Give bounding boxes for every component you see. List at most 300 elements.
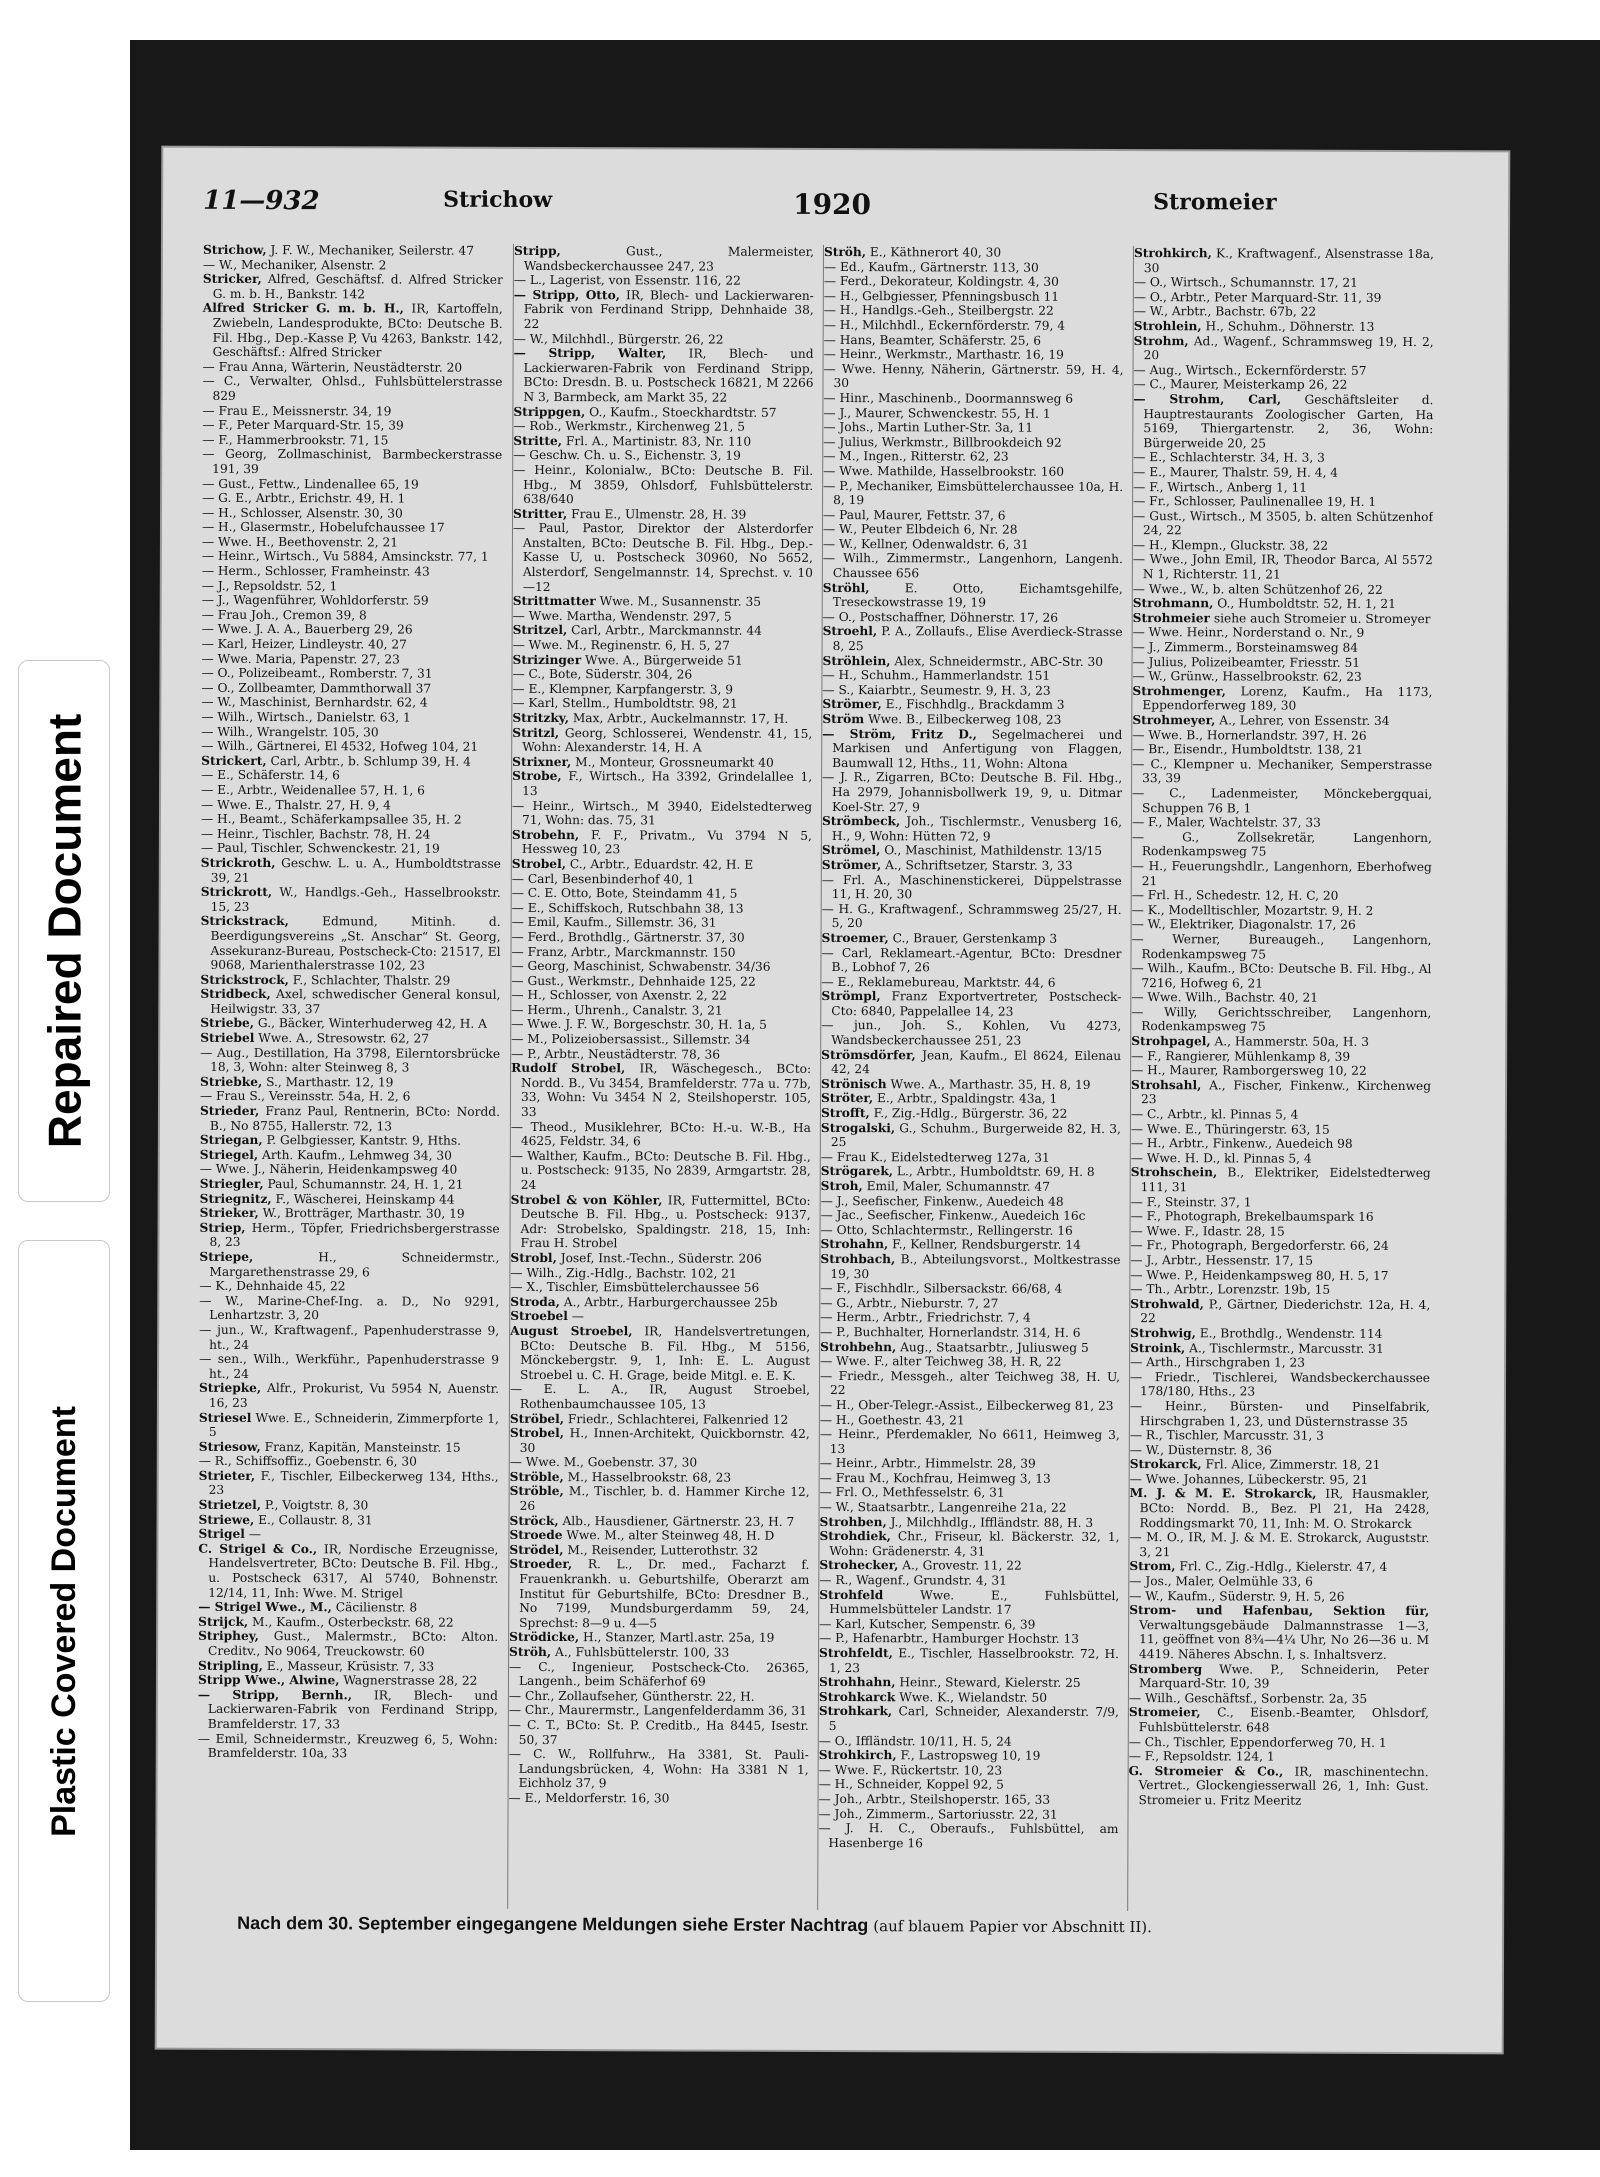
directory-entry	[200, 987, 500, 1017]
directory-entry	[1130, 1370, 1430, 1400]
directory-entry	[510, 1470, 810, 1486]
entry-details: — S., Kaiarbtr., Seumestr. 9, H. 3, 23	[822, 682, 1051, 698]
directory-entry	[513, 448, 813, 464]
entry-details: Cäcilienstr. 8	[331, 1600, 418, 1615]
entry-details: — Wwe. B., Hornerlandstr. 397, H. 26	[1132, 727, 1367, 743]
directory-entry	[820, 1369, 1120, 1399]
directory-entry	[821, 1048, 1121, 1078]
directory-entry	[819, 1690, 1119, 1706]
directory-entry	[819, 1675, 1119, 1691]
entry-details: — Theod., Musiklehrer, BCto: H.-u. W.-B., Ha 4625, Feldstr. 34, 6	[510, 1119, 811, 1149]
entry-details: — Wwe. Henny, Näherin, Gärtnerstr. 59, H. 4, 30	[823, 361, 1124, 391]
directory-entry	[1129, 1574, 1429, 1590]
directory-entry	[1132, 830, 1432, 860]
entry-details: — Frl. O., Methfesselstr. 6, 31	[819, 1485, 1005, 1501]
entry-details: — Paul, Tischler, Schwenckestr. 21, 19	[200, 841, 440, 856]
entry-details: — R., Wagenf., Grundstr. 4, 31	[819, 1572, 1007, 1588]
entry-name: Strigel	[198, 1527, 245, 1542]
directory-entry	[1131, 1049, 1431, 1065]
entry-name: Strohkirch,	[1133, 246, 1212, 261]
entry-details: — W., Kellner, Odenwaldstr. 6, 31	[822, 536, 1029, 552]
entry-name: Strohfeld	[819, 1587, 884, 1602]
directory-entry	[1133, 625, 1433, 641]
entry-name: Stroebel	[510, 1309, 568, 1324]
directory-entry	[1131, 990, 1431, 1006]
entry-name: C. Strigel & Co.,	[198, 1541, 318, 1557]
entry-details: B., Abteilungsvorst., Moltkestrasse 19, 30	[830, 1252, 1121, 1281]
entry-details: — Wwe. E., Thalstr. 27, H. 9, 4	[201, 797, 391, 813]
directory-entry	[821, 1106, 1121, 1122]
directory-columns	[197, 243, 1433, 1912]
entry-details: — Wilh., Wrangelstr. 105, 30	[201, 724, 379, 740]
entry-details: — Gust., Wirtsch., M 3505, b. alten Schützenhof 24, 22	[1133, 508, 1434, 538]
entry-details: — W., Elektriker, Diagonalstr. 17, 26	[1131, 917, 1356, 933]
directory-entry	[822, 712, 1122, 728]
entry-details: — Wwe. F., Idastr. 28, 15	[1130, 1223, 1285, 1239]
directory-entry	[1130, 1399, 1430, 1429]
entry-details: — Wwe. M., Goebenstr. 37, 30	[509, 1455, 698, 1470]
directory-entry	[1133, 553, 1433, 583]
directory-entry	[1134, 246, 1434, 276]
entry-name: Strohmeier	[1132, 610, 1211, 626]
entry-details: Frl. Alice, Zimmerstr. 18, 21	[1201, 1457, 1381, 1473]
entry-details: — Frau Anna, Wärterin, Neustädterstr. 20	[202, 359, 463, 375]
entry-details: — Friedr., Messgeh., alter Teichweg 38, H. U, 22	[820, 1368, 1121, 1398]
directory-entry	[511, 1003, 811, 1019]
directory-entry	[509, 1528, 809, 1544]
entry-details: — Georg, Zollmaschinist, Barmbeckerstrasse 191, 39	[202, 447, 503, 476]
directory-entry	[198, 1542, 498, 1601]
directory-entry	[1131, 1224, 1431, 1240]
directory-entry	[1129, 1603, 1429, 1662]
directory-entry	[200, 1133, 500, 1149]
directory-entry	[202, 535, 502, 551]
entry-details: Paul, Schumannstr. 24, H. 1, 21	[263, 1177, 464, 1192]
entry-name: Strohwig,	[1130, 1325, 1196, 1341]
directory-entry	[1130, 1443, 1430, 1459]
directory-entry	[201, 739, 501, 755]
entry-details: — Chr., Maurermstr., Langenfelderdamm 36, 31	[508, 1703, 807, 1719]
entry-name: — Stripp, Otto,	[513, 287, 620, 303]
directory-entry	[203, 360, 503, 376]
entry-name: Ströble,	[509, 1484, 564, 1499]
entry-details: — Ch., Tischler, Eppendorferweg 70, H. 1	[1128, 1734, 1387, 1750]
directory-entry	[822, 668, 1122, 684]
directory-entry	[201, 754, 501, 770]
directory-entry	[202, 637, 502, 653]
entry-details: — Chr., Zollaufseher, Güntherstr. 22, H.	[508, 1688, 755, 1704]
directory-entry	[198, 1600, 498, 1616]
entry-name: Stroh,	[820, 1178, 863, 1194]
entry-details: — Ed., Kaufm., Gärtnerstr. 113, 30	[823, 259, 1039, 275]
entry-details: — R., Schiffsoffiz., Goebenstr. 6, 30	[198, 1454, 417, 1469]
directory-entry	[509, 1630, 809, 1646]
entry-name: Strohlein,	[1133, 319, 1202, 334]
entry-name: — Strohm, Carl,	[1133, 391, 1282, 407]
entry-details: — H., Handlgs.-Geh., Steilbergstr. 22	[823, 303, 1054, 319]
entry-details: — F., Rangierer, Mühlenkamp 8, 39	[1131, 1048, 1351, 1064]
entry-name: Stroehl,	[822, 624, 878, 639]
directory-entry	[202, 491, 502, 507]
directory-entry	[513, 507, 813, 523]
entry-name: Ströble,	[509, 1469, 564, 1484]
directory-entry	[1132, 815, 1432, 831]
directory-entry	[1130, 1297, 1430, 1327]
entry-name: Stripp,	[513, 243, 561, 259]
directory-entry	[513, 653, 813, 669]
plastic-covered-document-label	[18, 1240, 110, 2002]
directory-entry	[1130, 1326, 1430, 1342]
entry-details: — Wwe. F., Rückertstr. 10, 23	[818, 1762, 1003, 1778]
entry-details: — Joh., Arbtr., Steilshoperstr. 165, 33	[818, 1791, 1051, 1807]
directory-entry	[1129, 1559, 1429, 1575]
entry-details: — Br., Eisendr., Humboldtstr. 138, 21	[1132, 742, 1364, 758]
directory-entry	[823, 435, 1123, 451]
entry-details: — sen., Wilh., Werkführ., Papenhuderstrasse 9 ht., 24	[199, 1351, 500, 1381]
entry-details: — F., Maler, Wachtelstr. 37, 33	[1131, 815, 1321, 830]
directory-entry	[820, 1456, 1120, 1472]
entry-details: — W., Düsternstr. 8, 36	[1129, 1442, 1272, 1458]
entry-details: — E., Meldorferstr. 16, 30	[508, 1790, 670, 1806]
entry-details: — O., Wirtsch., Schumannstr. 17, 21	[1133, 275, 1358, 291]
directory-entry	[510, 1426, 810, 1456]
entry-details: Emil, Maler, Schumannstr. 47	[862, 1179, 1051, 1194]
directory-entry	[201, 666, 501, 682]
entry-details: — Heinr., Wirtsch., M 3940, Eidelstedterweg 71, Wohn: das. 75, 31	[512, 798, 813, 828]
directory-entry	[511, 1061, 811, 1120]
directory-entry	[820, 1354, 1120, 1370]
entry-name: Strohahn,	[820, 1237, 889, 1252]
entry-details: Lorenz, Kaufm., Ha 1173, Eppendorferweg 189, 30	[1142, 684, 1433, 714]
entry-details: C., Arbtr., Eduardstr. 42, H. E	[565, 857, 754, 872]
entry-details: C., Brauer, Gerstenkamp 3	[888, 931, 1058, 946]
entry-details: Arth. Kaufm., Lehmweg 34, 30	[258, 1147, 452, 1163]
directory-entry	[202, 651, 502, 667]
directory-entry	[513, 521, 813, 595]
directory-entry	[198, 1731, 498, 1761]
entry-details: E., Brothdlg., Wendenstr. 114	[1195, 1326, 1383, 1341]
directory-entry	[821, 1121, 1121, 1151]
directory-entry	[201, 797, 501, 813]
entry-details: — J., Arbtr., Hessenstr. 17, 15	[1130, 1253, 1314, 1268]
directory-entry	[509, 1557, 809, 1631]
entry-details: — O., Iffländstr. 10/11, H. 5, 24	[818, 1733, 1012, 1749]
entry-details: Frl. C., Zig.-Hdlg., Kielerstr. 47, 4	[1175, 1559, 1388, 1575]
entry-details: — Paul, Pastor, Direktor der Alsterdorfer Anstalten, BCto: Deutsche B. Fil. Hbg., Dep.-Kasse U, u. Postscheck 30960, No 5652, Alsterdorf, Sengelmannstr. 14, Sprechst. v. 10—12	[512, 521, 814, 594]
directory-entry	[821, 1091, 1121, 1107]
directory-entry	[819, 1748, 1119, 1764]
entry-details: — W., Marine-Chef-Ing. a. D., No 9291, Lenhartzstr. 3, 20	[199, 1293, 500, 1323]
directory-entry	[1133, 538, 1433, 554]
directory-entry	[820, 1310, 1120, 1326]
entry-details: S., Marthastr. 12, 19	[262, 1074, 394, 1090]
entry-name: Striegel,	[199, 1147, 259, 1162]
directory-entry	[1130, 1268, 1430, 1284]
directory-entry	[199, 1221, 499, 1251]
directory-entry	[823, 581, 1123, 611]
entry-details: A., Fuhlsbüttelerstr. 100, 33	[551, 1645, 730, 1660]
entry-details: Gust., Malermstr., BCto: Alton. Creditv., No 9064, Treuckowstr. 60	[208, 1629, 499, 1659]
entry-details: — W., Mechaniker, Alsenstr. 2	[202, 257, 387, 273]
entry-name: Strohecker,	[819, 1558, 899, 1573]
entry-details: — P., Buchhalter, Hornerlandstr. 314, H. 6	[820, 1324, 1081, 1340]
directory-entry	[1130, 1457, 1430, 1473]
entry-details: — Wwe. Maria, Papenstr. 27, 23	[201, 651, 400, 667]
entry-name: Rudolf Strobel,	[511, 1061, 626, 1076]
entry-name: Strohfeldt,	[819, 1645, 893, 1661]
entry-details: Verwaltungsgebäude Dalmannstrasse 1—3, 11, geöffnet von 8¾—4¼ Uhr, No 26—36 u. M 4419. Näheres Abschn. I, s. Inhaltsverz.	[1139, 1617, 1430, 1662]
entry-details: F., Lastropsweg 10, 19	[896, 1748, 1041, 1763]
entry-name: Striphey,	[198, 1629, 259, 1644]
directory-entry	[201, 710, 501, 726]
directory-entry	[509, 1718, 809, 1748]
directory-entry	[822, 683, 1122, 699]
entry-name: Strödicke,	[509, 1630, 580, 1645]
directory-entry	[822, 814, 1122, 844]
entry-details: — J., Zimmerm., Borsteinamsweg 84	[1132, 640, 1359, 655]
entry-details: — Wwe. Martha, Wendenstr. 297, 5	[512, 608, 732, 624]
entry-name: Ströck,	[509, 1513, 559, 1528]
entry-details: — Heinr., Wirtsch., Vu 5884, Amsinckstr. 77, 1	[201, 549, 489, 565]
directory-entry	[822, 931, 1122, 947]
directory-entry	[820, 1427, 1120, 1457]
sidebar	[0, 0, 130, 2177]
directory-column-3	[817, 245, 1124, 1911]
directory-entry	[509, 1659, 809, 1689]
entry-details: Edmund, Mitinh. d. Beerdigungsvereins „St. Anschar“ St. Georg, Assekuranz-Bureau, Postscheck-Cto: 21517, El 9068, Marienthalerstrasse 102, 23	[210, 914, 501, 973]
entry-details: A., Grovestr. 11, 22	[898, 1558, 1022, 1574]
directory-entry	[199, 1294, 499, 1324]
directory-entry	[1130, 1428, 1430, 1444]
entry-details: Alfred, Geschäftsf. d. Alfred Stricker G. m. b. H., Bankstr. 142	[212, 272, 503, 302]
directory-entry	[202, 578, 502, 594]
directory-entry	[821, 975, 1121, 991]
directory-entry	[202, 564, 502, 580]
directory-entry	[820, 1281, 1120, 1297]
entry-name: Ströter,	[820, 1091, 874, 1106]
entry-name: Stricker,	[202, 271, 262, 287]
entry-details: — Wilh., Wirtsch., Danielstr. 63, 1	[201, 709, 411, 725]
entry-details: Carl, Arbtr., b. Schlump 39, H. 4	[266, 753, 471, 769]
directory-entry	[202, 593, 502, 609]
directory-entry	[1134, 304, 1434, 320]
directory-entry	[1132, 859, 1432, 889]
directory-entry	[823, 405, 1123, 421]
directory-entry	[510, 1309, 810, 1325]
directory-entry	[512, 682, 812, 698]
directory-entry	[512, 915, 812, 931]
entry-details: Georg, Schlosserei, Wendenstr. 41, 15, Wohn: Alexanderstr. 14, H. A	[522, 725, 813, 755]
directory-entry	[198, 1673, 498, 1689]
entry-details: — H., Schlosser, von Axenstr. 2, 22	[511, 988, 727, 1003]
entry-details: Heinr., Steward, Kielerstr. 25	[895, 1675, 1081, 1691]
directory-entry	[821, 1018, 1121, 1048]
directory-entry	[824, 347, 1124, 363]
directory-entry	[1133, 450, 1433, 466]
entry-details: Wwe. P., Schneiderin, Peter Marquard-Str. 10, 39	[1138, 1661, 1430, 1691]
directory-entry	[823, 464, 1123, 480]
entry-details: — Herm., Uhrenh., Canalstr. 3, 21	[511, 1002, 723, 1018]
entry-details: — Johs., Martin Luther-Str. 3a, 11	[823, 420, 1034, 435]
directory-entry	[512, 755, 812, 771]
directory-entry	[200, 1148, 500, 1164]
entry-details: F., Kellner, Rendsburgerstr. 14	[888, 1237, 1081, 1253]
entry-name: Strokarck,	[1129, 1457, 1202, 1472]
entry-details: — Gust., Werkmstr., Dehnhaide 125, 22	[511, 973, 756, 989]
entry-details: — Wwe. J. F. W., Borgeschstr. 30, H. 1a, 5	[511, 1017, 767, 1033]
entry-details: — Otto, Schlachtermstr., Rellingerstr. 16	[820, 1222, 1073, 1238]
directory-entry	[510, 1265, 810, 1281]
directory-entry	[823, 362, 1123, 392]
directory-entry	[1133, 640, 1433, 656]
directory-entry	[823, 610, 1123, 626]
entry-details: Max, Arbtr., Auckelmannstr. 17, H.	[568, 711, 789, 726]
entry-details: — Frau M., Kochfrau, Heimweg 3, 13	[819, 1470, 1051, 1486]
entry-details: — Heinr., Pferdemakler, No 6611, Heimweg 3, 13	[819, 1427, 1120, 1456]
directory-entry	[1133, 582, 1433, 598]
entry-details: — Heinr., Tischler, Bachstr. 78, H. 24	[200, 826, 431, 842]
entry-name: Stritzky,	[512, 710, 569, 726]
entry-details: — H., Feuerungshdlr., Langenhorn, Eberhofweg 21	[1131, 858, 1432, 888]
entry-name: August Stroebel,	[510, 1323, 633, 1339]
directory-entry	[201, 783, 501, 799]
directory-entry	[824, 245, 1124, 261]
entry-details: — C. W., Rollfuhrw., Ha 3381, St. Pauli-Landungsbrücken, 4, Wohn: Ha 3381 N 1, Eichholz 37, 9	[508, 1747, 809, 1791]
directory-entry	[820, 1296, 1120, 1312]
entry-details: — Karl, Kutscher, Sempenstr. 6, 39	[819, 1616, 1036, 1632]
entry-details: — Heinr., Arbtr., Himmelstr. 28, 39	[819, 1456, 1036, 1471]
entry-details: Franz Paul, Rentnerin, BCto: Nordd. B., No 8755, Hallerstr. 72, 13	[209, 1104, 500, 1134]
directory-entry	[512, 711, 812, 727]
entry-name: Stritte,	[513, 433, 563, 448]
entry-details: — L., Lagerist, von Essenstr. 116, 22	[513, 273, 741, 288]
directory-entry	[1129, 1691, 1429, 1707]
entry-details: — E., Klempner, Karpfangerstr. 3, 9	[512, 681, 734, 697]
entry-details: IR, Nordische Erzeugnisse, Handelsvertreter, BCto: Deutsche B. Fil. Hbg., u. Postscheck 6317, Al 5740, Bohnenstr. 12/14, 11, Inh: Wwe. M. Strigel	[208, 1542, 499, 1601]
entry-details: E., Käthnerort 40, 30	[866, 245, 1002, 260]
directory-entry	[820, 1325, 1120, 1341]
entry-details: — E., Schäferstr. 14, 6	[201, 768, 340, 783]
directory-entry	[200, 1045, 500, 1075]
directory-entry	[510, 1411, 810, 1427]
entry-name: Strom- und Hafenbau, Sektion für,	[1129, 1603, 1430, 1619]
entry-details: — G., Arbtr., Nieburstr. 7, 27	[820, 1295, 999, 1311]
directory-entry	[1131, 932, 1431, 962]
entry-name: Stritter,	[513, 506, 568, 521]
entry-name: Ströhlein,	[822, 653, 891, 668]
entry-name: Stripling,	[197, 1658, 263, 1673]
directory-entry	[1129, 1735, 1429, 1751]
directory-entry	[1132, 713, 1432, 729]
directory-entry	[821, 1208, 1121, 1224]
entry-details: — H., Milchhdl., Eckernförderstr. 79, 4	[823, 317, 1066, 333]
entry-name: Strömer,	[821, 857, 882, 873]
entry-details: — P., Arbtr., Neustädterstr. 78, 36	[511, 1046, 721, 1062]
entry-details: H., Schneidermstr., Margarethenstrasse 29, 6	[209, 1249, 500, 1279]
entry-details: — Wilh., Kaufm., BCto: Deutsche B. Fil. Hbg., Al 7216, Hofweg 6, 21	[1131, 961, 1432, 991]
entry-details: M., Reisender, Lutterothstr. 32	[563, 1542, 759, 1558]
entry-details: M., Kaufm., Osterbeckstr. 68, 22	[248, 1614, 454, 1630]
directory-entry	[203, 257, 503, 273]
directory-entry	[823, 522, 1123, 538]
entry-details: — Wilh., Geschäftsf., Sorbenstr. 2a, 35	[1128, 1690, 1368, 1706]
repaired-document-label	[18, 660, 110, 1202]
directory-entry	[514, 331, 814, 347]
directory-entry	[1131, 1063, 1431, 1079]
entry-name: Striebe,	[200, 1016, 255, 1031]
entry-name: Stroede	[509, 1528, 563, 1543]
header-first-entry: Strichow	[443, 186, 553, 214]
directory-entry	[1131, 1165, 1431, 1195]
entry-name: Ströh,	[509, 1644, 552, 1660]
entry-name: Striep,	[199, 1220, 246, 1235]
directory-entry	[823, 508, 1123, 524]
directory-entry	[821, 1179, 1121, 1195]
directory-entry	[819, 1777, 1119, 1793]
entry-details: — C. E. Otto, Bote, Steindamm 41, 5	[511, 886, 738, 901]
header-year: 1920	[793, 187, 872, 222]
entry-details: Franz, Kapitän, Mansteinstr. 15	[260, 1439, 461, 1455]
entry-details: — Wilh., Zimmermstr., Langenhorn, Langenh. Chaussee 656	[822, 551, 1123, 581]
entry-name: — Strigel Wwe., M.,	[198, 1600, 332, 1615]
directory-entry	[510, 1192, 810, 1251]
directory-entry	[1133, 480, 1433, 496]
entry-details: — Wwe. P., Heidenkampsweg 80, H. 5, 17	[1130, 1267, 1389, 1283]
entry-name: Strohbehn,	[820, 1339, 897, 1354]
directory-entry	[1132, 786, 1432, 816]
entry-name: Strobel,	[511, 856, 566, 872]
directory-entry	[199, 1512, 499, 1528]
entry-details: E., Tischler, Hasselbrookstr. 72, H. 1, 23	[828, 1646, 1120, 1675]
directory-entry	[200, 1031, 500, 1047]
entry-details: — Paul, Maurer, Fettstr. 37, 6	[823, 507, 1006, 523]
entry-details: — E., Arbtr., Weidenallee 57, H. 1, 6	[201, 782, 425, 798]
entry-details: — Emil, Kaufm., Sillemstr. 36, 31	[511, 915, 717, 930]
entry-name: Strizinger	[512, 652, 582, 667]
entry-details: — Julius, Polizeibeamter, Friesstr. 51	[1132, 654, 1361, 670]
directory-entry	[512, 857, 812, 873]
directory-entry	[1129, 1662, 1429, 1692]
directory-entry	[200, 1177, 500, 1193]
entry-details: — O., Polizeibeamt., Romberstr. 7, 31	[201, 666, 433, 681]
directory-entry	[1132, 684, 1432, 714]
entry-details: — Heinr., Bürsten- und Pinselfabrik, Hirschgraben 1, 23, und Düsternstrasse 35	[1129, 1398, 1430, 1429]
directory-entry	[820, 1485, 1120, 1501]
entry-details: — H., Beamt., Schäferkampsallee 35, H. 2	[200, 811, 462, 827]
directory-entry	[199, 1454, 499, 1470]
directory-entry	[824, 289, 1124, 305]
entry-details: — P., Mechaniker, Eimsbüttelerchaussee 10a, H. 8, 19	[823, 478, 1124, 508]
entry-details: W., Handlgs.-Geh., Hasselbrookstr. 15, 23	[210, 885, 501, 914]
entry-details: Gust., Malermeister, Wandsbeckerchaussee 247, 23	[523, 244, 814, 274]
footer-main-text: Nach dem 30. September eingegangene Meldungen siehe Erster Nachtrag	[237, 1912, 869, 1936]
directory-entry	[512, 901, 812, 917]
directory-entry	[1132, 742, 1432, 758]
directory-entry	[819, 1588, 1119, 1618]
directory-entry	[823, 478, 1123, 508]
entry-details: — E., Reklamebureau, Marktstr. 44, 6	[821, 974, 1056, 990]
directory-entry	[198, 1688, 498, 1733]
directory-entry	[821, 1194, 1121, 1210]
entry-name: Strömpl,	[821, 989, 881, 1004]
directory-page	[157, 148, 1509, 2053]
entry-details: — H., Goethestr. 43, 21	[819, 1412, 965, 1427]
page-header	[203, 186, 1433, 232]
entry-details: IR, Wäschegesch., BCto: Nordd. B., Vu 3454, Bramfelderstr. 77a u. 77b, 33, Wohn: Vu 3454 N 2, Steilshoperstr. 105, 33	[520, 1061, 812, 1119]
entry-details: — Friedr., Tischlerei, Wandsbeckerchaussee 178/180, Hths., 23	[1130, 1369, 1431, 1399]
entry-details: — E., Schiffskoch, Rutschbahn 38, 13	[511, 900, 744, 916]
entry-details: Wagnerstrasse 28, 22	[339, 1673, 478, 1688]
